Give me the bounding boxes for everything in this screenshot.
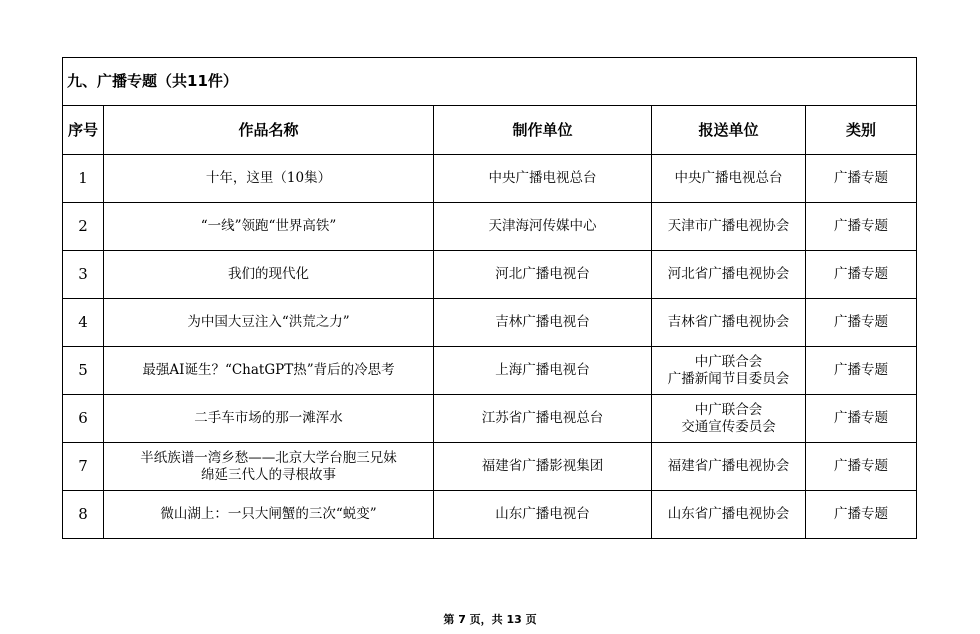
row-producer-line: 山东广播电视台 — [495, 506, 590, 522]
row-submitter — [652, 251, 806, 299]
row-submitter-line: 中央广播电视总台 — [674, 170, 783, 186]
section-title-row — [63, 58, 917, 106]
row-producer — [434, 443, 652, 491]
row-submitter — [652, 443, 806, 491]
row-category: 广播专题 — [806, 299, 917, 347]
section-title: 九、广播专题（共11件） — [63, 58, 917, 106]
table-row — [63, 443, 917, 491]
row-category: 广播专题 — [806, 347, 917, 395]
table-row — [63, 491, 917, 539]
row-producer — [434, 299, 652, 347]
row-category: 广播专题 — [806, 155, 917, 203]
row-producer-line: 天津海河传媒中心 — [488, 218, 597, 234]
header-title: 作品名称 — [104, 106, 434, 155]
table-row — [63, 155, 917, 203]
table-row — [63, 299, 917, 347]
row-category: 广播专题 — [806, 443, 917, 491]
row-index: 3 — [63, 251, 104, 299]
row-submitter-line: 广播新闻节目委员会 — [667, 370, 790, 387]
row-category: 广播专题 — [806, 203, 917, 251]
row-producer — [434, 155, 652, 203]
row-title — [104, 251, 434, 299]
header-row — [63, 106, 917, 155]
row-producer-line: 河北广播电视台 — [495, 266, 590, 282]
row-title — [104, 155, 434, 203]
page-footer: 第 7 页，共 13 页 — [443, 613, 537, 626]
row-producer — [434, 251, 652, 299]
row-category: 广播专题 — [806, 395, 917, 443]
row-title — [104, 395, 434, 443]
row-title-line: 我们的现代化 — [228, 266, 309, 282]
row-title — [104, 347, 434, 395]
row-category: 广播专题 — [806, 491, 917, 539]
row-producer — [434, 203, 652, 251]
row-producer-line: 中央广播电视总台 — [488, 170, 597, 186]
row-index: 1 — [63, 155, 104, 203]
table-row — [63, 251, 917, 299]
row-producer-line: 江苏省广播电视总台 — [481, 410, 604, 426]
header-index: 序号 — [63, 106, 104, 155]
row-submitter — [652, 203, 806, 251]
row-producer-line: 上海广播电视台 — [495, 362, 590, 378]
row-index: 6 — [63, 395, 104, 443]
row-submitter — [652, 395, 806, 443]
row-title-line: “一线”领跑“世界高铁” — [200, 218, 337, 234]
header-category: 类别 — [806, 106, 917, 155]
row-index: 2 — [63, 203, 104, 251]
row-index: 4 — [63, 299, 104, 347]
row-submitter-line: 河北省广播电视协会 — [667, 266, 790, 282]
row-submitter — [652, 299, 806, 347]
row-submitter-line: 天津市广播电视协会 — [667, 218, 790, 234]
table-row — [63, 347, 917, 395]
row-submitter-line: 山东省广播电视协会 — [667, 506, 790, 522]
row-index: 7 — [63, 443, 104, 491]
awards-table — [62, 57, 917, 539]
row-submitter — [652, 347, 806, 395]
row-producer-line: 吉林广播电视台 — [495, 314, 590, 330]
header-submitter: 报送单位 — [652, 106, 806, 155]
row-submitter — [652, 491, 806, 539]
table-row — [63, 203, 917, 251]
row-index: 8 — [63, 491, 104, 539]
row-title — [104, 491, 434, 539]
row-title-line: 为中国大豆注入“洪荒之力” — [187, 314, 350, 330]
row-index: 5 — [63, 347, 104, 395]
row-submitter — [652, 155, 806, 203]
row-title-line: 二手车市场的那一滩浑水 — [194, 410, 343, 426]
row-submitter-line: 福建省广播电视协会 — [667, 458, 790, 474]
row-submitter-line: 中广联合会 — [694, 401, 763, 418]
row-title-line: 最强AI诞生？“ChatGPT热”背后的冷思考 — [142, 362, 395, 378]
row-submitter-line: 吉林省广播电视协会 — [667, 314, 790, 330]
row-submitter-line: 交通宣传委员会 — [681, 418, 776, 435]
row-category: 广播专题 — [806, 251, 917, 299]
row-producer — [434, 491, 652, 539]
row-producer — [434, 347, 652, 395]
table-row — [63, 395, 917, 443]
row-producer-line: 福建省广播影视集团 — [481, 458, 604, 474]
header-producer: 制作单位 — [434, 106, 652, 155]
row-submitter-line: 中广联合会 — [694, 353, 763, 370]
row-title — [104, 443, 434, 491]
row-title-line: 半纸族谱一湾乡愁——北京大学台胞三兄妹 — [140, 449, 397, 466]
row-title — [104, 299, 434, 347]
row-title-line: 微山湖上：一只大闸蟹的三次“蜕变” — [160, 506, 377, 522]
row-title-line: 十年，这里（10集） — [205, 170, 332, 186]
row-title-line: 绵延三代人的寻根故事 — [201, 466, 336, 483]
row-title — [104, 203, 434, 251]
row-producer — [434, 395, 652, 443]
